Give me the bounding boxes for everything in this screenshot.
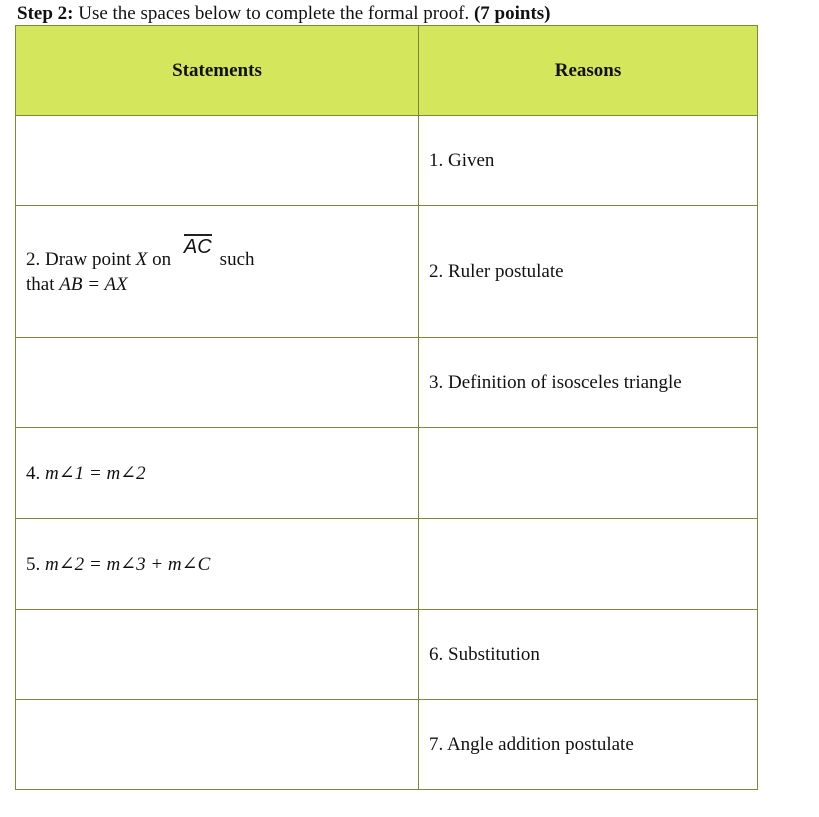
reason-cell-5[interactable] xyxy=(419,519,758,610)
table-row xyxy=(16,519,758,610)
statement-cell-6[interactable] xyxy=(16,610,419,700)
table-row xyxy=(16,428,758,519)
statement-cell-4 xyxy=(16,428,419,519)
header-statements: Statements xyxy=(16,26,419,116)
reason-cell-6: 6. Substitution xyxy=(419,610,758,700)
table-row xyxy=(16,206,758,338)
reason-cell-7: 7. Angle addition postulate xyxy=(419,700,758,790)
reason-cell-1: 1. Given xyxy=(419,116,758,206)
table-row xyxy=(16,700,758,790)
table-row xyxy=(16,610,758,700)
statement-5-num: 5. xyxy=(26,553,45,575)
statement-cell-1[interactable] xyxy=(16,116,419,206)
step-label: Step 2: xyxy=(17,3,74,24)
statement-2-text xyxy=(26,236,408,297)
statement-5-expr: m∠2 = m∠3 + m∠C xyxy=(45,553,211,575)
segment-ac: AC xyxy=(183,236,212,258)
statement-2-equation: AB = AX xyxy=(59,274,128,295)
statement-4-expr: m∠1 = m∠2 xyxy=(45,462,146,484)
statement-2-var: X xyxy=(135,249,148,270)
proof-table xyxy=(15,25,758,790)
step-points: (7 points) xyxy=(473,3,551,24)
statement-cell-2 xyxy=(16,206,419,338)
statement-cell-3[interactable] xyxy=(16,338,419,428)
statement-2-prefix: 2. Draw point xyxy=(26,249,136,270)
statement-2-such: such xyxy=(219,249,255,270)
table-row xyxy=(16,116,758,206)
step-heading xyxy=(17,2,551,26)
statement-cell-7[interactable] xyxy=(16,700,419,790)
statement-cell-5 xyxy=(16,519,419,610)
reason-cell-3: 3. Definition of isosceles triangle xyxy=(419,338,758,428)
table-row xyxy=(16,338,758,428)
statement-2-on: on xyxy=(147,249,176,270)
reason-cell-2: 2. Ruler postulate xyxy=(419,206,758,338)
table-header-row xyxy=(16,26,758,116)
step-instruction: Use the spaces below to complete the formal proof. xyxy=(73,3,474,24)
header-reasons: Reasons xyxy=(419,26,758,116)
statement-4-num: 4. xyxy=(26,462,45,484)
reason-cell-4[interactable] xyxy=(419,428,758,519)
statement-2-line2-prefix: that xyxy=(26,274,60,295)
